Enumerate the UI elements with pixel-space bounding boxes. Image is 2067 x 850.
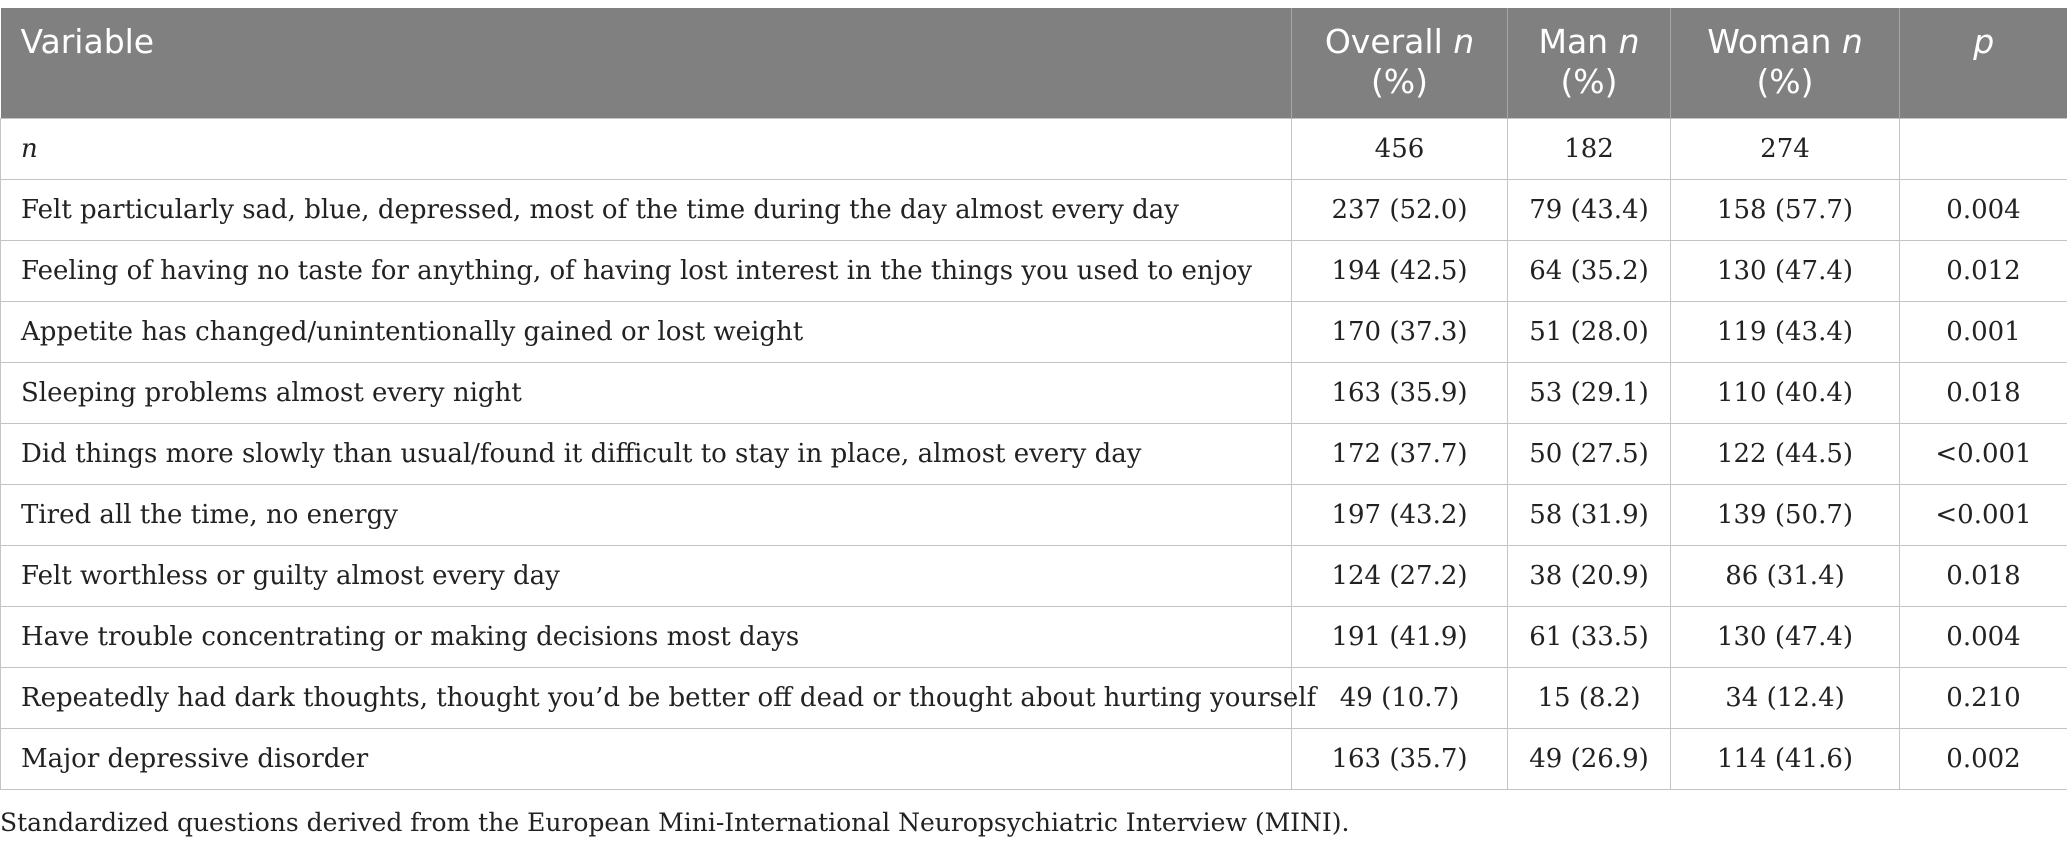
table-row	[1, 606, 2067, 667]
header-p-label: p	[1973, 22, 1995, 61]
cell-variable: Appetite has changed/unintentionally gained or lost weight	[1, 301, 1292, 362]
header-variable-label: Variable	[20, 22, 155, 61]
table-row	[1, 667, 2067, 728]
header-overall	[1292, 8, 1508, 118]
header-woman	[1671, 8, 1900, 118]
cell-overall: 170 (37.3)	[1292, 301, 1508, 362]
cell-variable: Felt particularly sad, blue, depressed, most of the time during the day almost every day	[1, 179, 1292, 240]
header-overall-label: Overall	[1324, 22, 1443, 61]
table-row	[1, 545, 2067, 606]
data-table	[0, 8, 2067, 790]
cell-p: 0.018	[1900, 362, 2067, 423]
header-overall-n: n	[1453, 22, 1475, 61]
cell-woman: 110 (40.4)	[1671, 362, 1900, 423]
cell-variable: Feeling of having no taste for anything, of having lost interest in the things you used to enjoy	[1, 240, 1292, 301]
header-man	[1508, 8, 1671, 118]
cell-man: 49 (26.9)	[1508, 728, 1671, 789]
cell-man: 64 (35.2)	[1508, 240, 1671, 301]
cell-p: 0.004	[1900, 606, 2067, 667]
cell-man: 61 (33.5)	[1508, 606, 1671, 667]
header-overall-pct: (%)	[1370, 62, 1429, 101]
cell-overall: 194 (42.5)	[1292, 240, 1508, 301]
table-row	[1, 179, 2067, 240]
cell-man: 50 (27.5)	[1508, 423, 1671, 484]
cell-p: 0.210	[1900, 667, 2067, 728]
header-man-label: Man	[1538, 22, 1609, 61]
cell-p: 0.004	[1900, 179, 2067, 240]
cell-p	[1900, 118, 2067, 179]
cell-man: 182	[1508, 118, 1671, 179]
cell-woman: 119 (43.4)	[1671, 301, 1900, 362]
cell-woman: 130 (47.4)	[1671, 240, 1900, 301]
cell-man: 51 (28.0)	[1508, 301, 1671, 362]
table-header	[1, 8, 2067, 118]
table-row	[1, 484, 2067, 545]
cell-woman: 114 (41.6)	[1671, 728, 1900, 789]
cell-woman: 274	[1671, 118, 1900, 179]
cell-variable: Major depressive disorder	[1, 728, 1292, 789]
table-row	[1, 240, 2067, 301]
cell-woman: 130 (47.4)	[1671, 606, 1900, 667]
cell-man: 58 (31.9)	[1508, 484, 1671, 545]
table-row	[1, 728, 2067, 789]
cell-variable: Felt worthless or guilty almost every day	[1, 545, 1292, 606]
table-body	[1, 118, 2067, 789]
cell-woman: 86 (31.4)	[1671, 545, 1900, 606]
header-man-n: n	[1618, 22, 1640, 61]
cell-overall: 191 (41.9)	[1292, 606, 1508, 667]
cell-overall: 197 (43.2)	[1292, 484, 1508, 545]
cell-variable: n	[1, 118, 1292, 179]
cell-man: 79 (43.4)	[1508, 179, 1671, 240]
cell-overall: 163 (35.7)	[1292, 728, 1508, 789]
cell-p: 0.002	[1900, 728, 2067, 789]
cell-man: 38 (20.9)	[1508, 545, 1671, 606]
cell-p: 0.012	[1900, 240, 2067, 301]
cell-overall: 237 (52.0)	[1292, 179, 1508, 240]
cell-woman: 34 (12.4)	[1671, 667, 1900, 728]
cell-overall: 163 (35.9)	[1292, 362, 1508, 423]
cell-p: 0.001	[1900, 301, 2067, 362]
cell-p: 0.018	[1900, 545, 2067, 606]
table-footnote: Standardized questions derived from the European Mini-International Neuropsychiatric Interview (MINI).	[0, 808, 1350, 837]
cell-overall: 172 (37.7)	[1292, 423, 1508, 484]
cell-p: <0.001	[1900, 423, 2067, 484]
header-woman-label: Woman	[1707, 22, 1832, 61]
table-row-n	[1, 118, 2067, 179]
cell-overall: 124 (27.2)	[1292, 545, 1508, 606]
header-p	[1900, 8, 2067, 118]
cell-man: 15 (8.2)	[1508, 667, 1671, 728]
cell-variable: Have trouble concentrating or making decisions most days	[1, 606, 1292, 667]
header-man-pct: (%)	[1560, 62, 1618, 101]
cell-woman: 122 (44.5)	[1671, 423, 1900, 484]
cell-variable: Tired all the time, no energy	[1, 484, 1292, 545]
header-woman-n: n	[1841, 22, 1863, 61]
cell-overall: 49 (10.7)	[1292, 667, 1508, 728]
table-row	[1, 362, 2067, 423]
cell-woman: 139 (50.7)	[1671, 484, 1900, 545]
cell-variable: Did things more slowly than usual/found it difficult to stay in place, almost every day	[1, 423, 1292, 484]
cell-man: 53 (29.1)	[1508, 362, 1671, 423]
cell-woman: 158 (57.7)	[1671, 179, 1900, 240]
cell-p: <0.001	[1900, 484, 2067, 545]
header-variable	[1, 8, 1292, 118]
header-woman-pct: (%)	[1756, 62, 1814, 101]
cell-variable: Sleeping problems almost every night	[1, 362, 1292, 423]
table-row	[1, 301, 2067, 362]
header-row	[1, 8, 2067, 118]
cell-variable: Repeatedly had dark thoughts, thought you’d be better off dead or thought about hurting yourself	[1, 667, 1292, 728]
table-row	[1, 423, 2067, 484]
cell-overall: 456	[1292, 118, 1508, 179]
